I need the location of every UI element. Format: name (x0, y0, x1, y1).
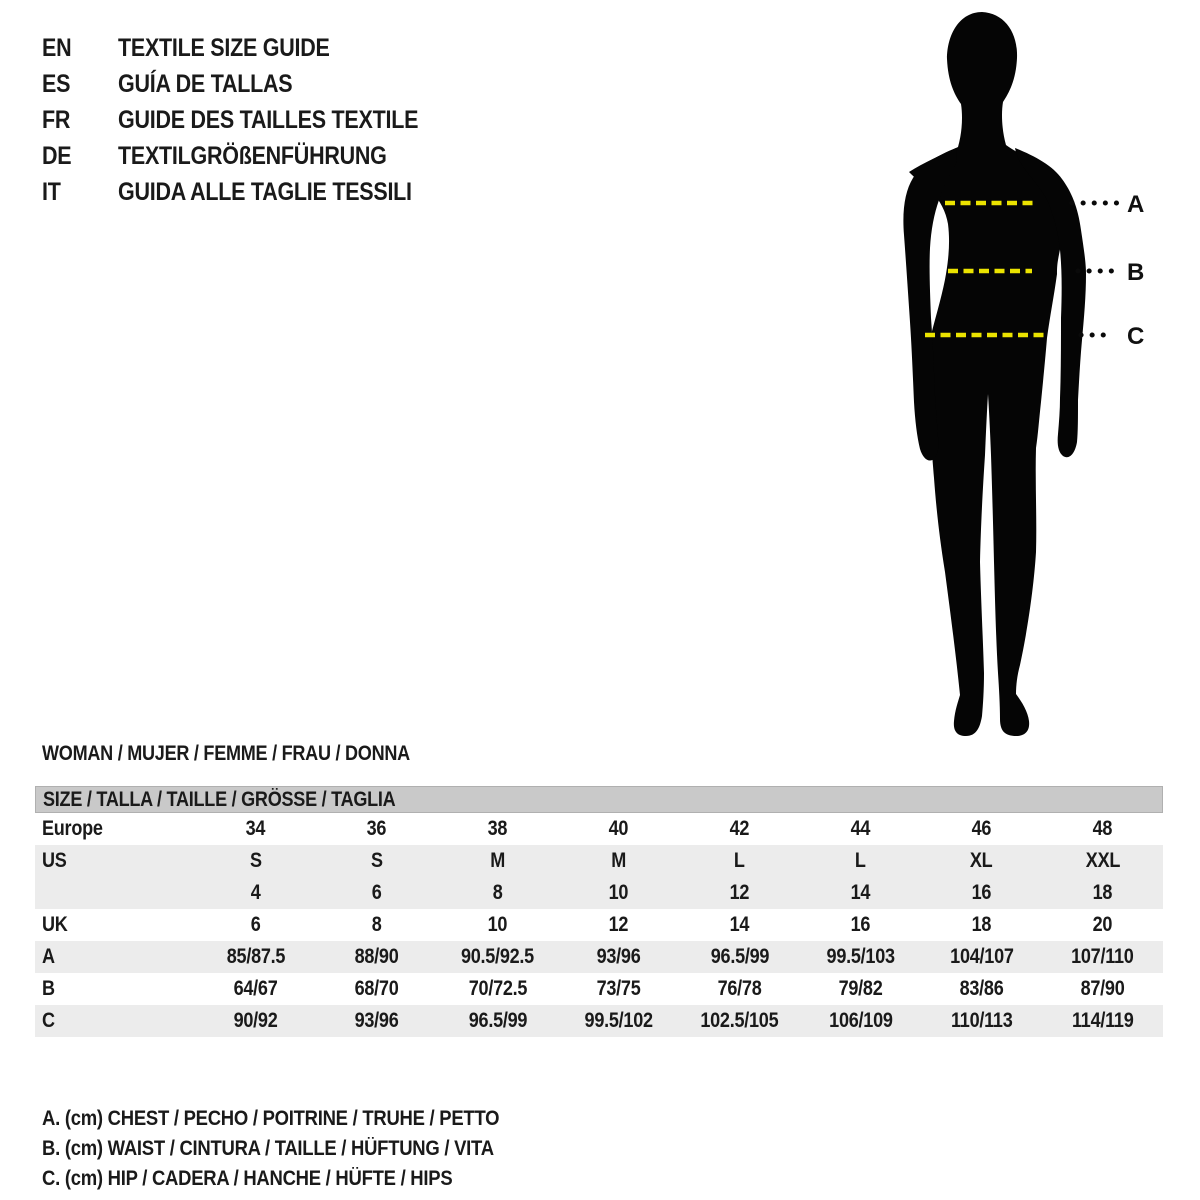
size-table-body (35, 813, 1163, 1037)
size-cell (1042, 877, 1163, 909)
size-value: 34 (245, 817, 266, 840)
language-code: FR (42, 106, 71, 134)
size-cell (558, 973, 679, 1005)
language-code: DE (42, 142, 72, 170)
size-value: L (855, 849, 866, 872)
table-row (35, 941, 1163, 973)
language-list (42, 30, 467, 210)
size-value: 73/75 (596, 977, 641, 1000)
size-value: 12 (608, 913, 629, 936)
hip-label: C (1127, 323, 1145, 350)
size-value: 40 (608, 817, 629, 840)
size-cell (195, 941, 316, 973)
size-cell (1042, 845, 1163, 877)
size-cell (316, 909, 437, 941)
language-code: ES (42, 70, 71, 98)
size-value: 87/90 (1080, 977, 1125, 1000)
size-cell (558, 845, 679, 877)
size-value: 48 (1092, 817, 1113, 840)
size-cell (316, 941, 437, 973)
size-value: 93/96 (596, 945, 641, 968)
size-cell (437, 845, 558, 877)
size-value: XXL (1085, 849, 1120, 872)
size-cell (195, 909, 316, 941)
size-cell (437, 941, 558, 973)
size-value: 6 (371, 881, 382, 904)
table-row (35, 973, 1163, 1005)
size-cell (1042, 941, 1163, 973)
legend-line: A. (cm) CHEST / PECHO / POITRINE / TRUHE / PETTO (42, 1107, 500, 1130)
table-row (35, 909, 1163, 941)
size-cell (1042, 813, 1163, 845)
size-value: L (734, 849, 745, 872)
size-cell (558, 877, 679, 909)
size-value: 16 (971, 881, 992, 904)
size-value: 99.5/103 (826, 945, 895, 968)
size-value: 18 (971, 913, 992, 936)
size-value: 96.5/99 (468, 1009, 527, 1032)
row-label-cell (35, 909, 195, 941)
language-title: TEXTILE SIZE GUIDE (118, 34, 330, 62)
size-cell (558, 1005, 679, 1037)
size-value: 16 (850, 913, 871, 936)
row-label-cell (35, 813, 195, 845)
size-value: 14 (850, 881, 871, 904)
size-value: 68/70 (354, 977, 399, 1000)
language-title: GUIDA ALLE TAGLIE TESSILI (118, 178, 412, 206)
size-cell (195, 973, 316, 1005)
size-cell (679, 845, 800, 877)
size-value: 90.5/92.5 (460, 945, 534, 968)
size-value: 102.5/105 (700, 1009, 779, 1032)
row-label-cell (35, 1005, 195, 1037)
size-cell (679, 1005, 800, 1037)
figure-silhouette (860, 0, 1200, 740)
size-cell (679, 909, 800, 941)
size-cell (437, 1005, 558, 1037)
language-code: EN (42, 34, 72, 62)
size-cell (316, 973, 437, 1005)
size-value: 44 (850, 817, 871, 840)
size-value: 93/96 (354, 1009, 399, 1032)
size-value: 106/109 (828, 1009, 893, 1032)
size-value: 6 (250, 913, 261, 936)
size-cell (558, 909, 679, 941)
size-value: 83/86 (959, 977, 1004, 1000)
size-value: 104/107 (949, 945, 1014, 968)
size-value: S (249, 849, 262, 872)
row-label-cell (35, 941, 195, 973)
language-code: IT (42, 178, 61, 206)
size-value: 70/72.5 (468, 977, 527, 1000)
size-value: 10 (487, 913, 508, 936)
size-value: 42 (729, 817, 750, 840)
table-row (35, 813, 1163, 845)
size-value: 4 (250, 881, 261, 904)
row-label: Europe (42, 817, 103, 840)
size-table-header (35, 786, 1163, 813)
size-value: 107/110 (1071, 945, 1134, 968)
waist-label: B (1127, 259, 1145, 286)
size-cell (679, 877, 800, 909)
size-cell (437, 973, 558, 1005)
size-value: 46 (971, 817, 992, 840)
size-value: 38 (487, 817, 508, 840)
size-cell (800, 1005, 921, 1037)
size-value: S (370, 849, 383, 872)
size-cell (1042, 909, 1163, 941)
size-cell (195, 845, 316, 877)
row-label: C (42, 1009, 55, 1032)
size-cell (437, 877, 558, 909)
size-cell (195, 1005, 316, 1037)
row-label-cell (35, 845, 195, 877)
size-value: 12 (729, 881, 750, 904)
size-cell (316, 877, 437, 909)
size-cell (800, 845, 921, 877)
size-value: 20 (1092, 913, 1113, 936)
size-value: 99.5/102 (584, 1009, 653, 1032)
size-cell (921, 941, 1042, 973)
row-label: UK (42, 913, 68, 936)
size-cell (800, 909, 921, 941)
size-cell (558, 941, 679, 973)
size-cell (679, 973, 800, 1005)
size-value: 88/90 (354, 945, 399, 968)
chest-label: A (1127, 191, 1145, 218)
size-value: 14 (729, 913, 750, 936)
size-cell (921, 1005, 1042, 1037)
size-cell (679, 941, 800, 973)
size-cell (921, 877, 1042, 909)
gender-heading-text: WOMAN / MUJER / FEMME / FRAU / DONNA (42, 742, 410, 765)
size-cell (1042, 973, 1163, 1005)
row-label-cell (35, 877, 195, 909)
size-value: 96.5/99 (710, 945, 769, 968)
row-label: B (42, 977, 55, 1000)
size-value: 64/67 (233, 977, 278, 1000)
size-value: 8 (492, 881, 503, 904)
size-cell (921, 813, 1042, 845)
size-cell (1042, 1005, 1163, 1037)
language-title: GUIDE DES TAILLES TEXTILE (118, 106, 419, 134)
size-value: XL (970, 849, 993, 872)
language-row (42, 138, 467, 174)
table-row (35, 877, 1163, 909)
size-cell (800, 973, 921, 1005)
size-value: 79/82 (838, 977, 883, 1000)
language-row (42, 66, 467, 102)
size-value: 114/119 (1071, 1009, 1134, 1032)
size-cell (921, 973, 1042, 1005)
size-cell (800, 813, 921, 845)
language-row (42, 30, 467, 66)
size-cell (195, 813, 316, 845)
size-value: 90/92 (233, 1009, 278, 1032)
measurement-legend (42, 1104, 562, 1194)
size-cell (921, 845, 1042, 877)
size-value: 110/113 (950, 1009, 1013, 1032)
size-value: M (611, 849, 626, 872)
size-cell (316, 813, 437, 845)
size-value: 10 (608, 881, 629, 904)
row-label-cell (35, 973, 195, 1005)
size-cell (558, 813, 679, 845)
size-cell (316, 1005, 437, 1037)
gender-heading (42, 742, 470, 766)
size-cell (437, 813, 558, 845)
size-value: 36 (366, 817, 387, 840)
legend-line: C. (cm) HIP / CADERA / HANCHE / HÜFTE / HIPS (42, 1167, 453, 1190)
legend-line: B. (cm) WAIST / CINTURA / TAILLE / HÜFTUNG / VITA (42, 1137, 494, 1160)
size-cell (800, 877, 921, 909)
size-cell (679, 813, 800, 845)
size-value: 85/87.5 (226, 945, 285, 968)
table-row (35, 845, 1163, 877)
row-label: A (42, 945, 55, 968)
row-label: US (42, 849, 67, 872)
size-cell (800, 941, 921, 973)
size-cell (316, 845, 437, 877)
size-value: M (490, 849, 505, 872)
size-table-header-text: SIZE / TALLA / TAILLE / GRÖSSE / TAGLIA (43, 788, 396, 811)
size-table (35, 786, 1163, 1037)
language-title: TEXTILGRÖßENFÜHRUNG (118, 142, 387, 170)
size-cell (921, 909, 1042, 941)
language-row (42, 102, 467, 138)
size-value: 8 (371, 913, 382, 936)
size-value: 18 (1092, 881, 1113, 904)
table-row (35, 1005, 1163, 1037)
size-value: 76/78 (717, 977, 762, 1000)
size-cell (437, 909, 558, 941)
language-title: GUÍA DE TALLAS (118, 70, 293, 98)
size-cell (195, 877, 316, 909)
language-row (42, 174, 467, 210)
